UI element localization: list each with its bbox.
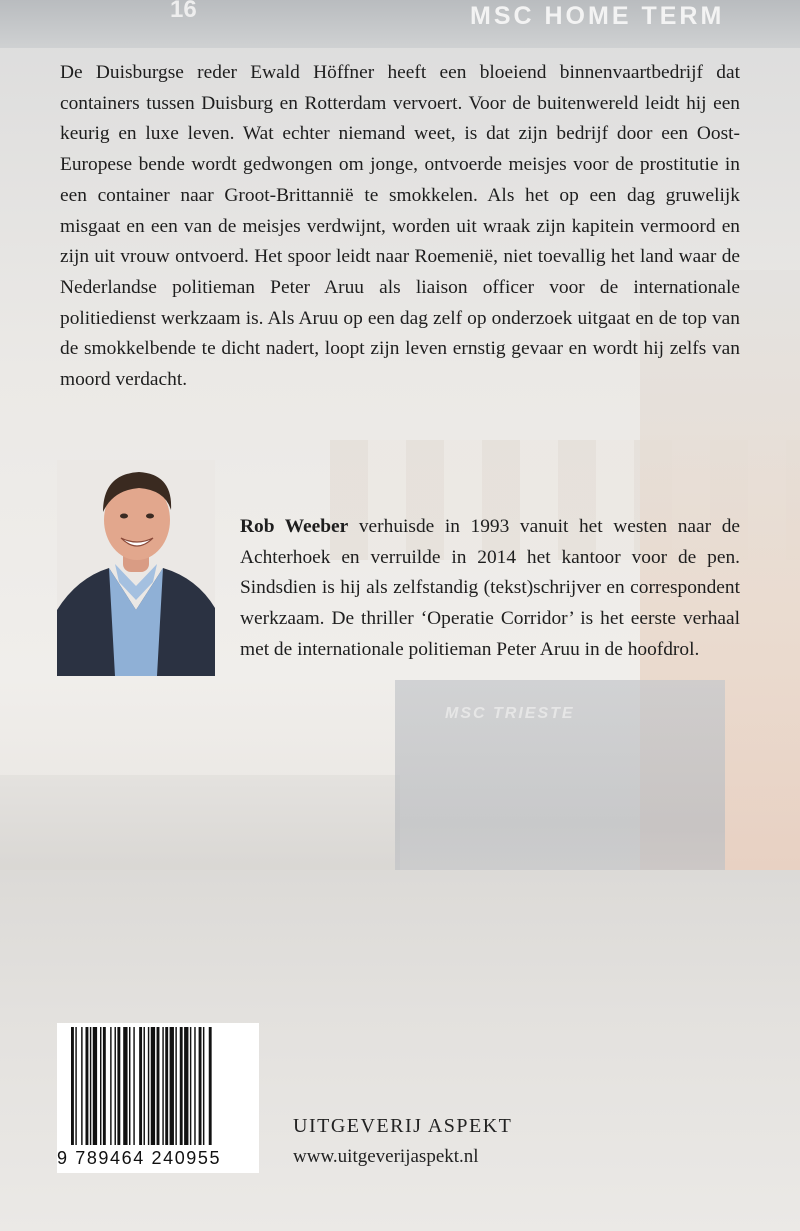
barcode-bar	[129, 1027, 130, 1145]
barcode-bar	[93, 1027, 97, 1145]
publisher-name: UITGEVERIJ ASPEKT	[293, 1115, 513, 1137]
barcode-bar	[115, 1027, 116, 1145]
barcode-bar	[194, 1027, 195, 1145]
barcode-bar	[180, 1027, 183, 1145]
barcode-bars	[57, 1023, 259, 1147]
barcode-bar	[71, 1027, 74, 1145]
barcode-bar	[75, 1027, 76, 1145]
barcode-bar	[175, 1027, 176, 1145]
crane-number: 16	[170, 0, 197, 23]
barcode-bar	[123, 1027, 127, 1145]
barcode-bar	[157, 1027, 160, 1145]
author-name: Rob Weeber	[240, 516, 349, 537]
isbn-digits: 9 789464 240955	[57, 1148, 222, 1168]
barcode-bar	[100, 1027, 101, 1145]
publisher-website[interactable]: www.uitgeverijaspekt.nl	[293, 1146, 479, 1167]
barcode-bar	[144, 1027, 145, 1145]
isbn-barcode	[57, 1023, 259, 1173]
author-bio	[240, 512, 740, 666]
barcode-bar	[139, 1027, 142, 1145]
barcode-bar	[190, 1027, 191, 1145]
book-blurb: De Duisburgse reder Ewald Höffner heeft een bloeiend binnenvaartbedrijf dat containers tussen Duisburg en Rotterdam vervoert. Voor de buitenwereld leidt hij een keurig en luxe leven. Wat echter niemand weet, is dat zijn bedrijf door een Oost-Europese bende wordt gedwongen om jonge, ontvoerde meisjes voor de prostitutie in een container naar Groot-Brittannië te smokkelen. Als het op een dag gruwelijk misgaat en een van de meisjes verdwijnt, worden uit wraak zijn kapitein vermoord en zijn uit vrouw ontvoerd. Het spoor leidt naar Roemenië, niet toevallig het land waar de Nederlandse politieman Peter Aruu als liaison officer voor de internationale politiedienst werkzaam is. Als Aruu op een dag zelf op onderzoek uitgaat en de top van de smokkelbende te dicht nadert, loopt zijn leven ernstig gevaar en wordt hij zelfs van moord verdacht.	[60, 62, 740, 391]
barcode-bar	[103, 1027, 106, 1145]
barcode-bar	[110, 1027, 111, 1145]
barcode-bar	[151, 1027, 155, 1145]
author-bio-text: verhuisde in 1993 vanuit het westen naar de Achterhoek en verruilde in 2014 het kantoor voor de pen. Sindsdien is hij als zelfstandig (tekst)schrijver en correspondent werkzaam. De thriller ‘Operatie Corridor’ is het eerste verhaal met de internationale politieman Peter Aruu in de hoofdrol.	[240, 516, 740, 660]
author-photo	[57, 460, 215, 676]
barcode-bar	[117, 1027, 120, 1145]
barcode-bar	[86, 1027, 89, 1145]
barcode-bar	[165, 1027, 168, 1145]
barcode-bar	[170, 1027, 174, 1145]
barcode-bar	[184, 1027, 188, 1145]
barcode-bar	[133, 1027, 134, 1145]
crane-sign: MSC HOME TERM	[470, 2, 725, 30]
barcode-bar	[209, 1027, 212, 1145]
barcode-bar	[199, 1027, 202, 1145]
barcode-bar	[162, 1027, 163, 1145]
shoreline	[0, 775, 400, 870]
barcode-bar	[90, 1027, 91, 1145]
barcode-bar	[81, 1027, 82, 1145]
barcode-bar	[203, 1027, 204, 1145]
barcode-bar	[148, 1027, 149, 1145]
ship-name: MSC TRIESTE	[445, 705, 575, 722]
